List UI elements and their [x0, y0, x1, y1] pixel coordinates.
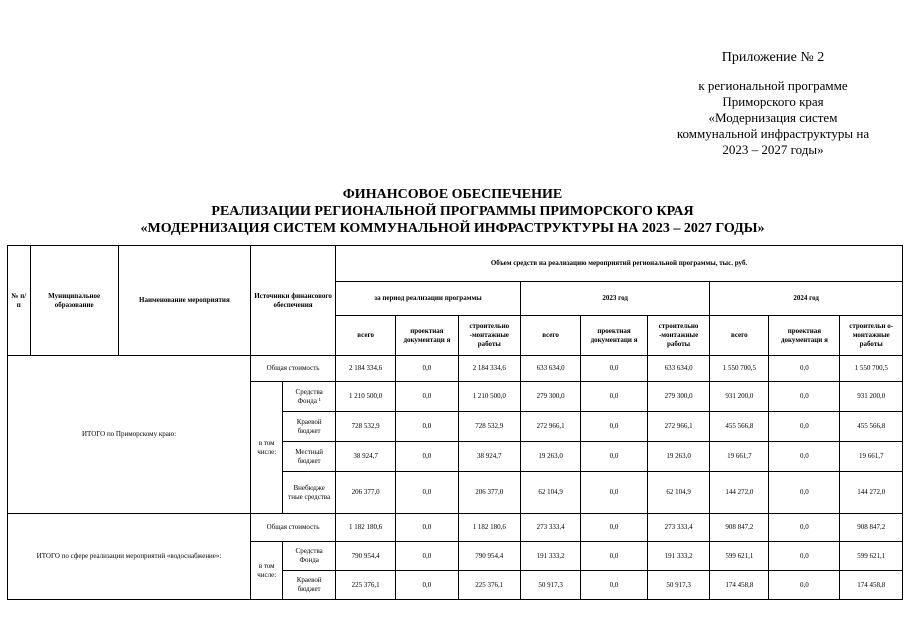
source-cell: Краевой бюджет: [283, 571, 336, 600]
value-cell: 206 377,0: [458, 472, 520, 514]
heading-line-2: РЕАЛИЗАЦИИ РЕГИОНАЛЬНОЙ ПРОГРАММЫ ПРИМОРСКОГО КРАЯ: [211, 204, 694, 219]
value-cell: 633 634,0: [520, 356, 580, 382]
value-cell: 174 458,8: [710, 571, 769, 600]
value-cell: 1 550 700,5: [710, 356, 769, 382]
value-cell: 0,0: [396, 356, 458, 382]
value-cell: 0,0: [769, 442, 840, 472]
subheader-total: всего: [520, 316, 580, 356]
value-cell: 19 263,0: [520, 442, 580, 472]
source-cell: Внебюдже тные средства: [283, 472, 336, 514]
value-cell: 19 661,7: [710, 442, 769, 472]
appendix-line: к региональной программе: [698, 78, 848, 93]
document-heading: [0, 186, 905, 237]
block-label: ИТОГО по Приморскому краю:: [8, 356, 251, 514]
value-cell: 908 847,2: [840, 514, 903, 542]
source-cell: Общая стоимость: [251, 514, 336, 542]
value-cell: 0,0: [581, 412, 648, 442]
value-cell: 0,0: [396, 514, 458, 542]
value-cell: 0,0: [581, 514, 648, 542]
value-cell: 599 621,1: [840, 542, 903, 571]
subheader-construction: строительн о- монтажные работы: [840, 316, 903, 356]
header-municipality: Муниципальное образование: [30, 246, 118, 356]
value-cell: 0,0: [769, 571, 840, 600]
value-cell: 279 300,0: [520, 382, 580, 412]
appendix-line: коммунальной инфраструктуры на: [676, 126, 870, 141]
source-cell: Средства Фонда: [283, 542, 336, 571]
value-cell: 144 272,0: [710, 472, 769, 514]
value-cell: 0,0: [581, 571, 648, 600]
header-activity: Наименование мероприятия: [118, 246, 250, 356]
value-cell: 2 184 334,6: [336, 356, 396, 382]
appendix-line: Приморского края: [722, 94, 824, 109]
value-cell: 0,0: [396, 542, 458, 571]
value-cell: 1 210 500,0: [458, 382, 520, 412]
value-cell: 273 333,4: [520, 514, 580, 542]
value-cell: 455 566,8: [710, 412, 769, 442]
header-period: за период реализации программы: [336, 282, 521, 316]
value-cell: 1 210 500,0: [336, 382, 396, 412]
value-cell: 191 333,2: [520, 542, 580, 571]
value-cell: 0,0: [396, 412, 458, 442]
value-cell: 0,0: [581, 442, 648, 472]
value-cell: 599 621,1: [710, 542, 769, 571]
value-cell: 1 550 700,5: [840, 356, 903, 382]
appendix-line: «Модернизация систем: [708, 110, 838, 125]
value-cell: 144 272,0: [840, 472, 903, 514]
table-row: [8, 514, 903, 542]
heading-line-3: «МОДЕРНИЗАЦИЯ СИСТЕМ КОММУНАЛЬНОЙ ИНФРАСТРУКТУРЫ НА 2023 – 2027 ГОДЫ»: [140, 221, 765, 236]
value-cell: 0,0: [769, 382, 840, 412]
value-cell: 633 634,0: [647, 356, 709, 382]
value-cell: 931 200,0: [710, 382, 769, 412]
value-cell: 50 917,3: [647, 571, 709, 600]
value-cell: 279 300,0: [647, 382, 709, 412]
financing-table: [7, 245, 903, 600]
value-cell: 62 104,9: [647, 472, 709, 514]
value-cell: 50 917,3: [520, 571, 580, 600]
header-num: № п/п: [8, 246, 31, 356]
value-cell: 1 182 180,6: [458, 514, 520, 542]
in-that-number: в том числе:: [251, 382, 283, 514]
value-cell: 0,0: [581, 472, 648, 514]
heading-line-1: ФИНАНСОВОЕ ОБЕСПЕЧЕНИЕ: [342, 187, 563, 202]
source-cell: Средства Фонда ¹: [283, 382, 336, 412]
table-row: [8, 356, 903, 382]
subheader-design: проектная документаци я: [581, 316, 648, 356]
header-2024: 2024 год: [710, 282, 903, 316]
value-cell: 38 924,7: [336, 442, 396, 472]
value-cell: 1 182 180,6: [336, 514, 396, 542]
value-cell: 273 333,4: [647, 514, 709, 542]
value-cell: 225 376,1: [458, 571, 520, 600]
value-cell: 931 200,0: [840, 382, 903, 412]
value-cell: 191 333,2: [647, 542, 709, 571]
value-cell: 0,0: [396, 382, 458, 412]
appendix-line: 2023 – 2027 годы»: [722, 142, 824, 157]
appendix-block: [653, 50, 893, 158]
value-cell: 728 532,9: [458, 412, 520, 442]
source-cell: Местный бюджет: [283, 442, 336, 472]
value-cell: 0,0: [396, 571, 458, 600]
subheader-design: проектная документаци я: [396, 316, 458, 356]
header-sources: Источники финансового обеспечения: [251, 246, 336, 356]
value-cell: 908 847,2: [710, 514, 769, 542]
value-cell: 0,0: [396, 442, 458, 472]
value-cell: 19 263,0: [647, 442, 709, 472]
value-cell: 19 661,7: [840, 442, 903, 472]
in-that-number: в том числе:: [251, 542, 283, 600]
subheader-construction: строительно -монтажные работы: [647, 316, 709, 356]
header-volume: Объем средств на реализацию мероприятий региональной программы, тыс. руб.: [336, 246, 903, 282]
value-cell: 0,0: [769, 356, 840, 382]
value-cell: 728 532,9: [336, 412, 396, 442]
header-2023: 2023 год: [520, 282, 709, 316]
subheader-total: всего: [710, 316, 769, 356]
value-cell: 0,0: [769, 472, 840, 514]
value-cell: 0,0: [396, 472, 458, 514]
block-label: ИТОГО по сфере реализации мероприятий «водоснабжение»:: [8, 514, 251, 600]
value-cell: 206 377,0: [336, 472, 396, 514]
subheader-total: всего: [336, 316, 396, 356]
value-cell: 38 924,7: [458, 442, 520, 472]
subheader-design: проектная документаци я: [769, 316, 840, 356]
value-cell: 0,0: [769, 514, 840, 542]
value-cell: 455 566,8: [840, 412, 903, 442]
appendix-title: Приложение № 2: [721, 50, 825, 65]
value-cell: 790 954,4: [336, 542, 396, 571]
value-cell: 2 184 334,6: [458, 356, 520, 382]
value-cell: 174 458,8: [840, 571, 903, 600]
value-cell: 0,0: [581, 382, 648, 412]
value-cell: 790 954,4: [458, 542, 520, 571]
value-cell: 0,0: [581, 542, 648, 571]
value-cell: 225 376,1: [336, 571, 396, 600]
value-cell: 0,0: [769, 542, 840, 571]
value-cell: 62 104,9: [520, 472, 580, 514]
value-cell: 0,0: [769, 412, 840, 442]
source-cell: Краевой бюджет: [283, 412, 336, 442]
value-cell: 272 966,1: [647, 412, 709, 442]
source-cell: Общая стоимость: [251, 356, 336, 382]
value-cell: 0,0: [581, 356, 648, 382]
value-cell: 272 966,1: [520, 412, 580, 442]
subheader-construction: строительно -монтажные работы: [458, 316, 520, 356]
